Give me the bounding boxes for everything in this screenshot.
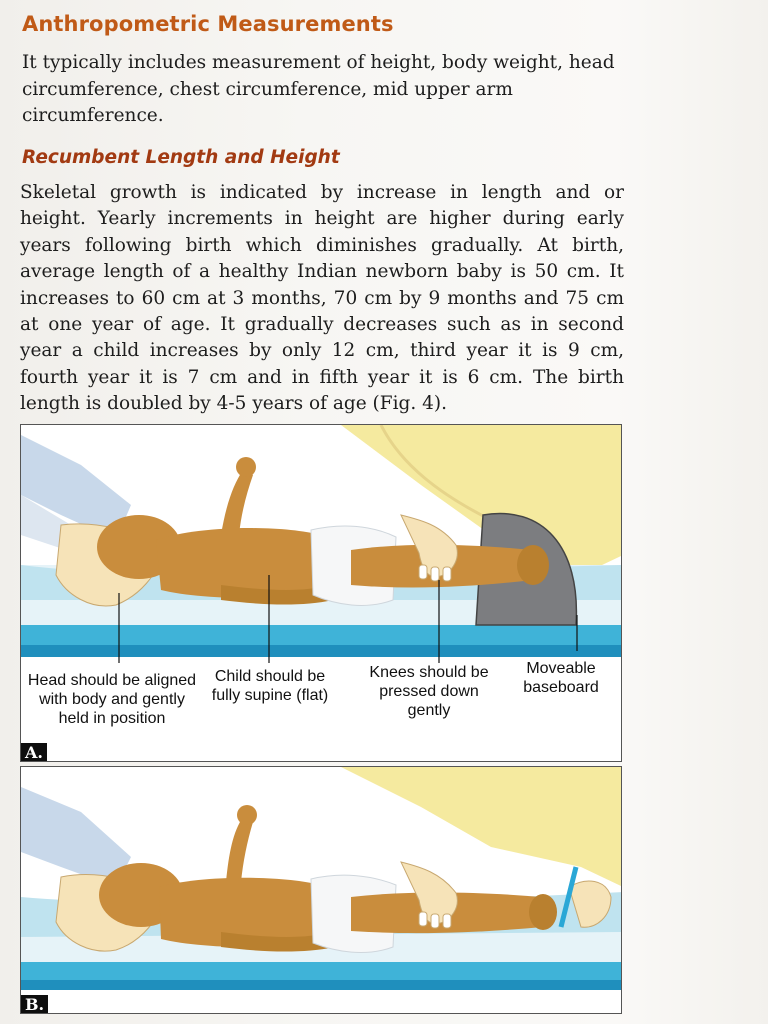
- panel-b-illustration: [21, 767, 622, 1014]
- figure-panel-b: [20, 766, 622, 1014]
- label-supine: Child should be fully supine (flat): [211, 668, 329, 704]
- measuring-board-b: [21, 962, 622, 980]
- body-paragraph: Skeletal growth is indicated by increase in length and or height. Yearly increments in height are higher during early years following birth which diminishes gradually. At birth, average length of a healthy Indian newborn baby is 50 cm. It increases to 60 cm at 3 months, 70 cm by 9 months and 75 cm at one year of age. It gradually decreases such as in second year a child increases by only 12 cm, third year it is 9 cm, fourth year it is 7 cm and in fifth year it is 6 cm. The birth length is doubled by 4-5 years of age (Fig. 4).: [20, 182, 624, 415]
- measuring-board: [21, 625, 622, 645]
- label-head: Head should be aligned with body and gently held in position: [27, 672, 197, 727]
- panel-b-tag: B.: [21, 995, 48, 1014]
- section-heading: Anthropometric Measurements: [22, 12, 394, 36]
- intro-paragraph: It typically includes measurement of height, body weight, head circumference, chest circumference, mid upper arm circumference.: [22, 52, 615, 126]
- panel-a-tag: A.: [21, 743, 47, 762]
- subsection-heading: Recumbent Length and Height: [22, 147, 340, 168]
- figure-panel-a: [20, 424, 622, 762]
- label-baseboard: Moveable baseboard: [523, 660, 599, 696]
- label-knees: Knees should be pressed down gently: [369, 664, 489, 719]
